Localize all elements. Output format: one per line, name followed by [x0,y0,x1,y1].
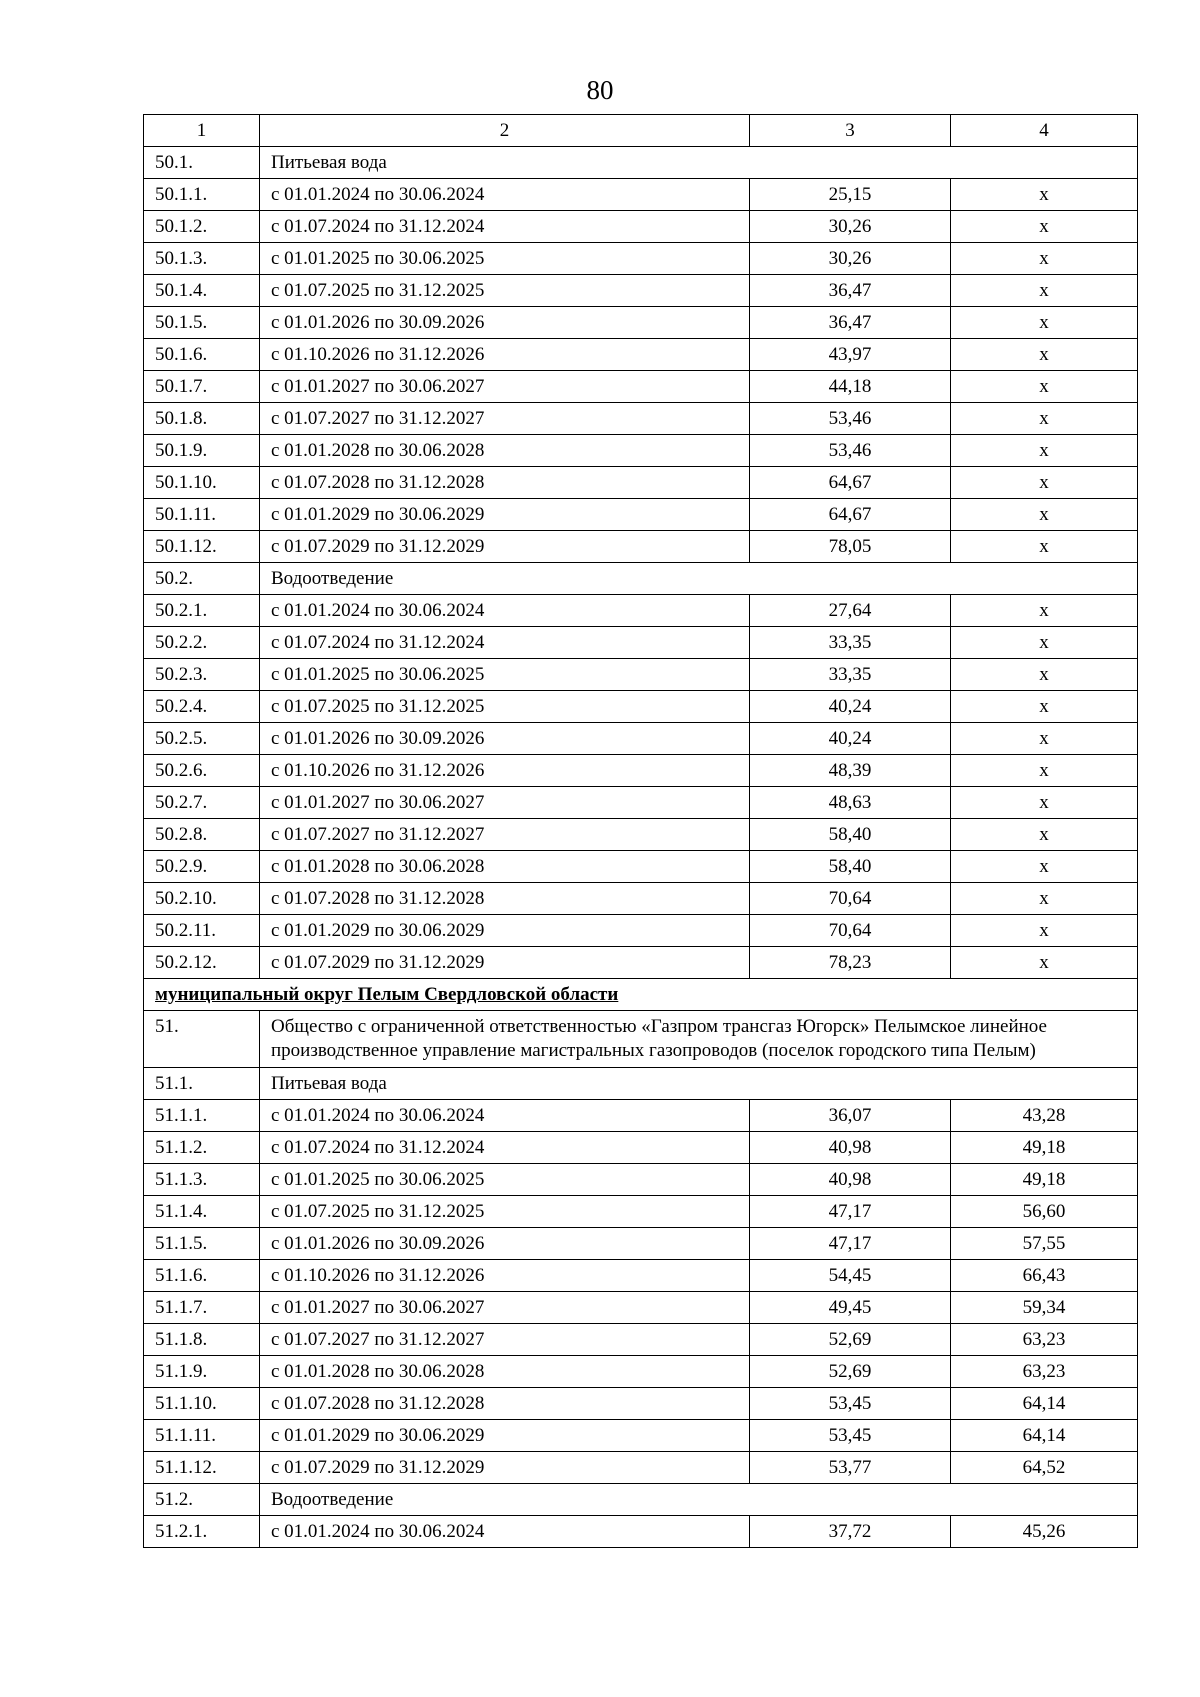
section-number: 50.2. [144,563,260,595]
tariff-value-col4: х [951,531,1138,563]
row-number: 51.1.6. [144,1260,260,1292]
tariff-value-col4: х [951,915,1138,947]
tariff-value-col4: 63,23 [951,1356,1138,1388]
tariff-value-col4: 43,28 [951,1100,1138,1132]
period-cell: с 01.01.2024 по 30.06.2024 [260,1100,750,1132]
section-number: 51.1. [144,1068,260,1100]
row-number: 51.1.1. [144,1100,260,1132]
tariff-value-col3: 64,67 [750,499,951,531]
tariff-value-col3: 49,45 [750,1292,951,1324]
section-row [144,563,1138,595]
row-number: 50.1.4. [144,275,260,307]
row-number: 51.1.7. [144,1292,260,1324]
period-cell: с 01.01.2028 по 30.06.2028 [260,435,750,467]
tariff-value-col3: 33,35 [750,659,951,691]
period-cell: с 01.07.2027 по 31.12.2027 [260,819,750,851]
tariff-row [144,691,1138,723]
tariff-value-col3: 36,47 [750,275,951,307]
tariff-value-col4: х [951,691,1138,723]
tariff-value-col4: 49,18 [951,1132,1138,1164]
section-row [144,147,1138,179]
tariff-value-col4: 66,43 [951,1260,1138,1292]
tariff-value-col4: 56,60 [951,1196,1138,1228]
organization-row [144,1011,1138,1068]
tariff-value-col3: 53,46 [750,403,951,435]
period-cell: с 01.07.2024 по 31.12.2024 [260,1132,750,1164]
row-number: 50.1.10. [144,467,260,499]
period-cell: с 01.01.2027 по 30.06.2027 [260,371,750,403]
tariff-row [144,819,1138,851]
tariff-value-col4: х [951,787,1138,819]
tariff-row [144,275,1138,307]
row-number: 50.2.2. [144,627,260,659]
tariff-value-col3: 40,98 [750,1164,951,1196]
period-cell: с 01.07.2028 по 31.12.2028 [260,1388,750,1420]
period-cell: с 01.01.2029 по 30.06.2029 [260,1420,750,1452]
period-cell: с 01.07.2028 по 31.12.2028 [260,883,750,915]
tariff-value-col3: 33,35 [750,627,951,659]
tariff-value-col3: 30,26 [750,243,951,275]
period-cell: с 01.07.2025 по 31.12.2025 [260,691,750,723]
tariff-value-col4: 64,52 [951,1452,1138,1484]
tariff-value-col4: х [951,371,1138,403]
tariff-row [144,1260,1138,1292]
tariff-row [144,211,1138,243]
row-number: 51.1.2. [144,1132,260,1164]
tariff-row [144,1516,1138,1548]
tariff-value-col3: 37,72 [750,1516,951,1548]
tariff-value-col4: х [951,883,1138,915]
period-cell: с 01.01.2026 по 30.09.2026 [260,1228,750,1260]
tariff-row [144,531,1138,563]
tariff-value-col3: 78,05 [750,531,951,563]
period-cell: с 01.01.2026 по 30.09.2026 [260,723,750,755]
region-title: муниципальный округ Пелым Свердловской области [144,979,1138,1011]
period-cell: с 01.10.2026 по 31.12.2026 [260,1260,750,1292]
row-number: 51.1.8. [144,1324,260,1356]
section-title: Питьевая вода [260,1068,1138,1100]
tariff-value-col3: 36,47 [750,307,951,339]
tariff-value-col4: х [951,275,1138,307]
tariff-value-col3: 40,98 [750,1132,951,1164]
tariff-row [144,403,1138,435]
period-cell: с 01.01.2025 по 30.06.2025 [260,659,750,691]
tariff-row [144,1452,1138,1484]
tariff-value-col4: х [951,339,1138,371]
tariff-row [144,339,1138,371]
tariff-row [144,435,1138,467]
row-number: 50.1.8. [144,403,260,435]
tariff-value-col4: 57,55 [951,1228,1138,1260]
tariff-row [144,755,1138,787]
row-number: 50.2.7. [144,787,260,819]
row-number: 50.1.12. [144,531,260,563]
tariff-value-col4: х [951,595,1138,627]
row-number: 50.1.6. [144,339,260,371]
section-title: Питьевая вода [260,147,1138,179]
row-number: 50.2.12. [144,947,260,979]
row-number: 50.1.3. [144,243,260,275]
period-cell: с 01.07.2029 по 31.12.2029 [260,531,750,563]
tariff-value-col3: 36,07 [750,1100,951,1132]
tariff-value-col3: 58,40 [750,851,951,883]
tariff-row [144,851,1138,883]
period-cell: с 01.01.2029 по 30.06.2029 [260,915,750,947]
tariff-value-col3: 47,17 [750,1228,951,1260]
organization-number: 51. [144,1011,260,1068]
period-cell: с 01.01.2029 по 30.06.2029 [260,499,750,531]
column-number-header-row [144,115,1138,147]
section-row [144,1068,1138,1100]
tariff-value-col3: 40,24 [750,691,951,723]
tariff-row [144,595,1138,627]
row-number: 50.1.1. [144,179,260,211]
section-title: Водоотведение [260,563,1138,595]
period-cell: с 01.07.2024 по 31.12.2024 [260,627,750,659]
period-cell: с 01.01.2027 по 30.06.2027 [260,1292,750,1324]
period-cell: с 01.01.2024 по 30.06.2024 [260,595,750,627]
tariff-row [144,371,1138,403]
row-number: 50.2.3. [144,659,260,691]
tariff-row [144,627,1138,659]
tariff-row [144,883,1138,915]
page-number: 80 [586,75,614,105]
row-number: 50.2.11. [144,915,260,947]
tariff-table-body [144,115,1138,1548]
row-number: 50.2.10. [144,883,260,915]
tariff-row [144,1132,1138,1164]
period-cell: с 01.01.2028 по 30.06.2028 [260,1356,750,1388]
tariff-value-col4: х [951,659,1138,691]
organization-name: Общество с ограниченной ответственностью «Газпром трансгаз Югорск» Пелымское линейное производственное управление магистральных газопроводов (поселок городского типа Пелым) [260,1011,1138,1068]
row-number: 51.1.5. [144,1228,260,1260]
tariff-value-col3: 78,23 [750,947,951,979]
tariff-value-col4: 63,23 [951,1324,1138,1356]
tariff-row [144,467,1138,499]
row-number: 50.2.6. [144,755,260,787]
row-number: 50.2.9. [144,851,260,883]
tariff-value-col4: х [951,243,1138,275]
tariff-row [144,499,1138,531]
tariff-row [144,1196,1138,1228]
row-number: 51.1.3. [144,1164,260,1196]
tariff-row [144,1100,1138,1132]
tariff-value-col4: х [951,179,1138,211]
tariff-row [144,1292,1138,1324]
tariff-value-col3: 52,69 [750,1324,951,1356]
tariff-value-col4: х [951,435,1138,467]
row-number: 50.2.8. [144,819,260,851]
tariff-value-col3: 30,26 [750,211,951,243]
row-number: 50.1.9. [144,435,260,467]
tariff-row [144,1388,1138,1420]
period-cell: с 01.10.2026 по 31.12.2026 [260,755,750,787]
row-number: 50.1.2. [144,211,260,243]
tariff-value-col3: 43,97 [750,339,951,371]
tariff-value-col4: х [951,851,1138,883]
tariff-value-col3: 44,18 [750,371,951,403]
column-number-2: 2 [260,115,750,147]
tariff-row [144,307,1138,339]
tariff-value-col3: 47,17 [750,1196,951,1228]
tariff-value-col4: 49,18 [951,1164,1138,1196]
tariff-row [144,1164,1138,1196]
section-number: 51.2. [144,1484,260,1516]
period-cell: с 01.01.2026 по 30.09.2026 [260,307,750,339]
tariff-value-col4: х [951,723,1138,755]
column-number-4: 4 [951,115,1138,147]
tariff-row [144,179,1138,211]
row-number: 51.1.9. [144,1356,260,1388]
tariff-value-col3: 64,67 [750,467,951,499]
period-cell: с 01.10.2026 по 31.12.2026 [260,339,750,371]
tariff-value-col3: 70,64 [750,883,951,915]
row-number: 50.2.1. [144,595,260,627]
tariff-row [144,1228,1138,1260]
region-row [144,979,1138,1011]
tariff-row [144,787,1138,819]
row-number: 50.2.4. [144,691,260,723]
row-number: 51.1.12. [144,1452,260,1484]
period-cell: с 01.01.2024 по 30.06.2024 [260,1516,750,1548]
period-cell: с 01.07.2025 по 31.12.2025 [260,1196,750,1228]
tariff-value-col4: х [951,819,1138,851]
tariff-row [144,659,1138,691]
row-number: 50.2.5. [144,723,260,755]
period-cell: с 01.01.2027 по 30.06.2027 [260,787,750,819]
tariff-value-col3: 58,40 [750,819,951,851]
tariff-value-col3: 70,64 [750,915,951,947]
tariff-value-col4: 59,34 [951,1292,1138,1324]
tariff-value-col3: 48,39 [750,755,951,787]
tariff-value-col4: х [951,499,1138,531]
tariff-value-col4: х [951,627,1138,659]
period-cell: с 01.07.2025 по 31.12.2025 [260,275,750,307]
tariff-value-col3: 53,45 [750,1388,951,1420]
tariff-value-col3: 40,24 [750,723,951,755]
tariff-value-col3: 27,64 [750,595,951,627]
tariff-row [144,1324,1138,1356]
row-number: 50.1.11. [144,499,260,531]
period-cell: с 01.07.2028 по 31.12.2028 [260,467,750,499]
tariff-value-col4: 45,26 [951,1516,1138,1548]
tariff-value-col3: 25,15 [750,179,951,211]
period-cell: с 01.07.2029 по 31.12.2029 [260,947,750,979]
tariff-value-col3: 52,69 [750,1356,951,1388]
tariff-value-col3: 48,63 [750,787,951,819]
tariff-row [144,1356,1138,1388]
tariff-value-col4: х [951,307,1138,339]
tariff-value-col4: 64,14 [951,1420,1138,1452]
tariff-row [144,1420,1138,1452]
section-number: 50.1. [144,147,260,179]
period-cell: с 01.01.2025 по 30.06.2025 [260,243,750,275]
tariff-value-col3: 53,46 [750,435,951,467]
tariff-value-col3: 53,45 [750,1420,951,1452]
row-number: 50.1.5. [144,307,260,339]
tariff-row [144,947,1138,979]
row-number: 51.1.11. [144,1420,260,1452]
tariff-row [144,915,1138,947]
tariff-value-col3: 54,45 [750,1260,951,1292]
period-cell: с 01.01.2024 по 30.06.2024 [260,179,750,211]
section-title: Водоотведение [260,1484,1138,1516]
period-cell: с 01.07.2024 по 31.12.2024 [260,211,750,243]
section-row [144,1484,1138,1516]
tariff-value-col4: х [951,467,1138,499]
tariff-value-col4: х [951,755,1138,787]
tariff-row [144,723,1138,755]
tariff-table [143,114,1138,1548]
period-cell: с 01.01.2028 по 30.06.2028 [260,851,750,883]
column-number-3: 3 [750,115,951,147]
tariff-value-col4: х [951,211,1138,243]
row-number: 51.1.10. [144,1388,260,1420]
row-number: 50.1.7. [144,371,260,403]
tariff-value-col4: х [951,403,1138,435]
tariff-value-col3: 53,77 [750,1452,951,1484]
row-number: 51.1.4. [144,1196,260,1228]
period-cell: с 01.07.2027 по 31.12.2027 [260,1324,750,1356]
period-cell: с 01.07.2027 по 31.12.2027 [260,403,750,435]
tariff-value-col4: х [951,947,1138,979]
tariff-value-col4: 64,14 [951,1388,1138,1420]
period-cell: с 01.07.2029 по 31.12.2029 [260,1452,750,1484]
tariff-row [144,243,1138,275]
row-number: 51.2.1. [144,1516,260,1548]
period-cell: с 01.01.2025 по 30.06.2025 [260,1164,750,1196]
column-number-1: 1 [144,115,260,147]
